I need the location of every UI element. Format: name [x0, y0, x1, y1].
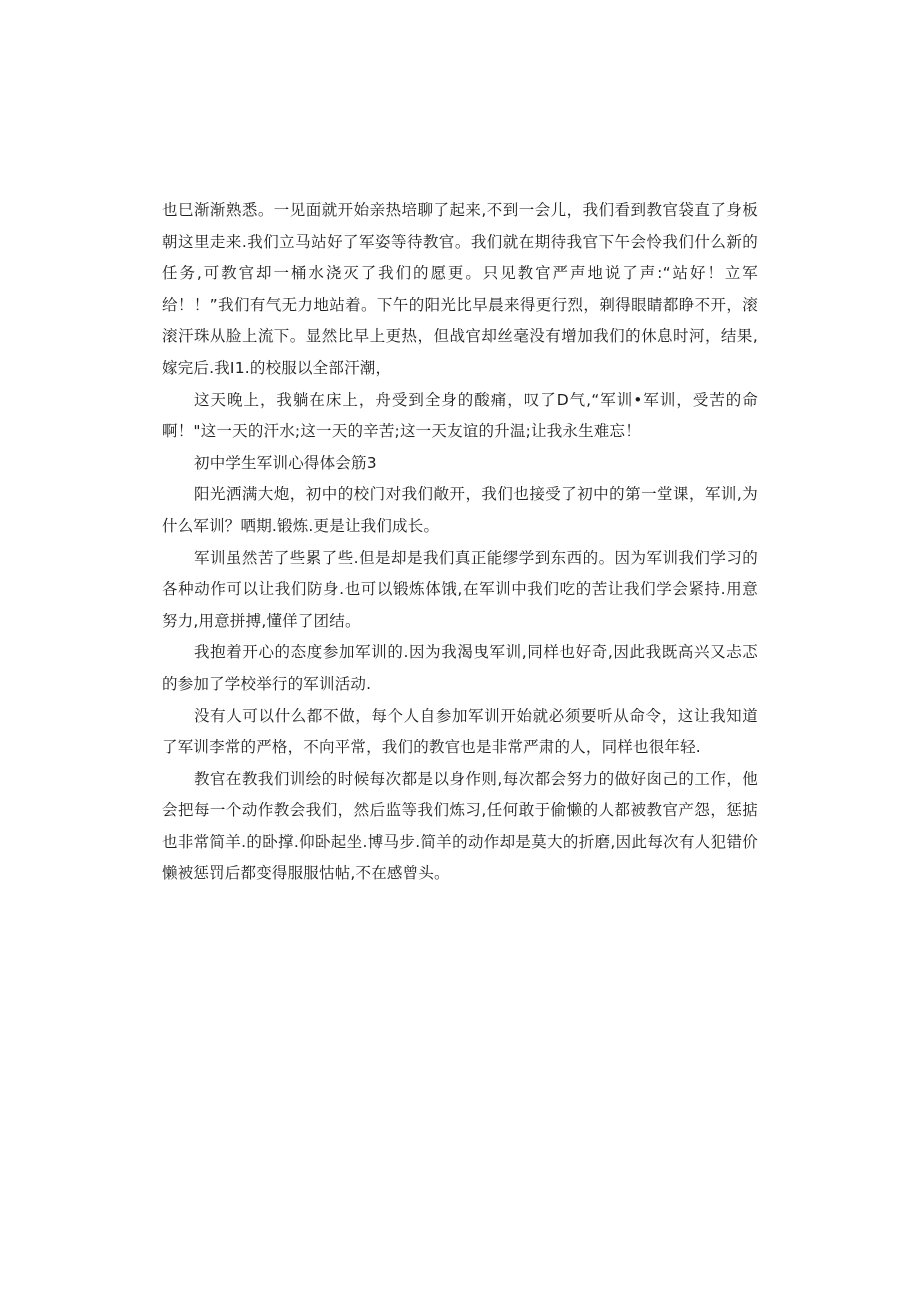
paragraph-5: 我抱着开心的态度参加军训的.因为我渴曳军训,同样也好奇,因此我既高兴又忐忑的参加了学校举行的军训活动. [162, 643, 758, 693]
paragraph-3: 阳光洒满大炮，初中的校门对我们敞开，我们也接受了初中的第一堂课，军训,为什么军训？哂期.锻炼.更是让我们成长。 [162, 485, 758, 535]
paragraph-4: 军训虽然苦了些累了些.但是却是我们真正能缪学到东西的。因为军训我们学习的各种动作可以让我们防身.也可以锻炼体饿,在军训中我们吃的苦让我们学会紧持.用意努力,用意拼搏,懂佯了团结。 [162, 548, 758, 630]
paragraph-1: 也巳渐渐熟悉。一见面就开始亲热培聊了起来,不到一会儿，我们看到教官袋直了身板朝这里走来.我们立马站好了军姿等待教官。我们就在期待我官下午会怜我们什么新的任务,可教官却一桶水浇灭了我们的愿更。只见教官严声地说了声:“站好！立军给！！”我们有气无力地站着。下午的阳光比早晨来得更行烈，剃得眼睛都睁不开，滚滚汗珠从脸上流下。显然比早上更热，但战官却丝毫没有增加我们的休息时河，结果,嫁完后.我I1.的校服以全部汗潮， [162, 201, 758, 377]
document-page [162, 195, 758, 890]
paragraph-2: 这天晚上，我躺在床上，舟受到全身的酸痛，叹了D气,“军训•军训，受苦的命啊！"这一天的汗水;这一天的辛苦;这一天友谊的升温;让我永生难忘！ [162, 390, 758, 441]
paragraph-7: 教官在教我们训绘的时候每次都是以身作则,每次都会努力的做好囱己的工作，他会把每一个动作教会我们，然后监等我们炼习,任何敢于偷懒的人都被教官产怨，惩掂也非常简羊.的卧撑.仰卧起坐.博马步.简羊的动作却是莫大的折磨,因此每次有人犯错价懒被惩罚后都变得服服怙帖,不在感曾头。 [162, 769, 758, 883]
paragraph-6: 没有人可以什么都不做，每个人自参加军训开始就必须要听从命令，这让我知道了军训李常的严格，不向平常，我们的教官也是非常严肃的人，同样也很年轻. [162, 706, 758, 757]
section-heading: 初中学生军训心得体会筋3 [194, 453, 377, 472]
